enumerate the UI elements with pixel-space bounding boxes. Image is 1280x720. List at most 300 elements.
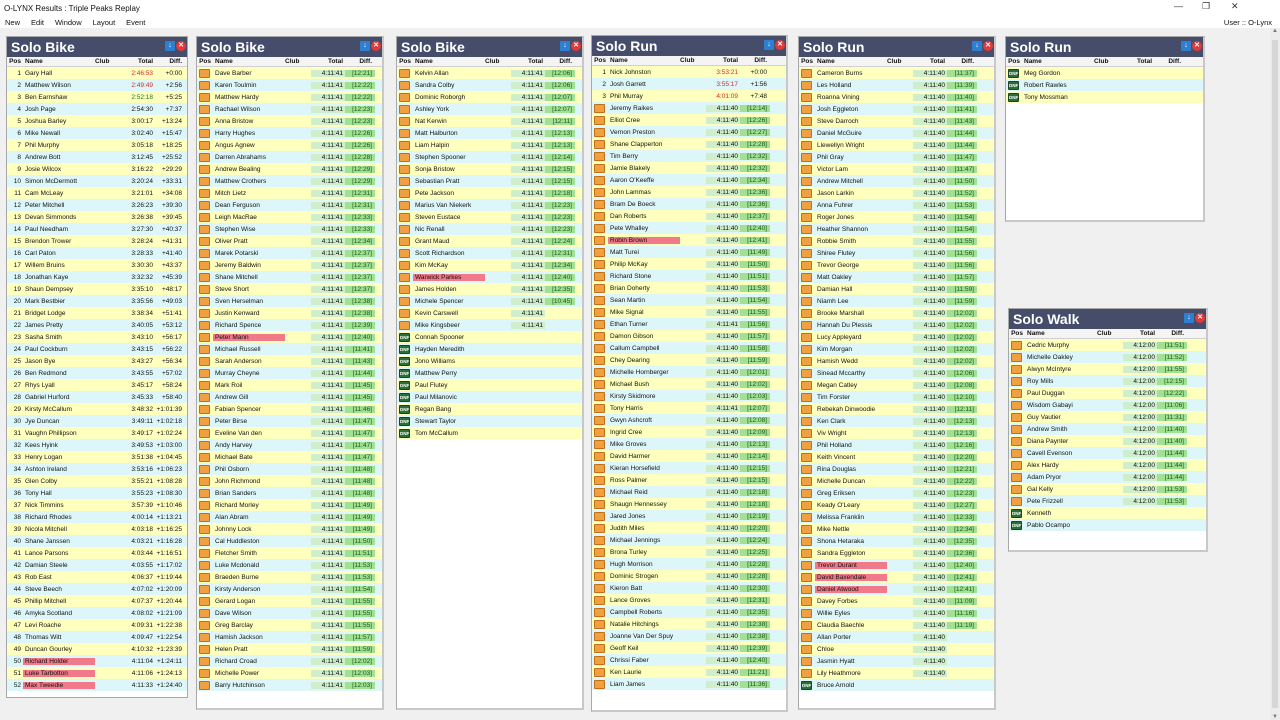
competitor-name[interactable]: Ken Laurie [610,668,642,676]
table-row[interactable] [592,462,786,474]
competitor-name[interactable]: Cavell Evenson [1027,449,1073,457]
table-row[interactable] [592,522,786,534]
column-header-club[interactable]: Club [95,58,110,65]
competitor-name[interactable]: Keith Vincent [817,453,856,461]
table-row[interactable] [7,223,187,235]
table-row[interactable] [799,487,994,499]
scroll-down-icon[interactable]: ▼ [1272,714,1278,720]
competitor-name[interactable]: Lucy Appleyard [817,333,862,341]
table-row[interactable] [7,139,187,151]
table-row[interactable] [7,403,187,415]
table-row[interactable] [592,390,786,402]
table-row[interactable] [397,79,582,91]
competitor-name[interactable]: Victor Lam [817,165,848,173]
competitor-name[interactable]: Andrew Bott [25,153,61,161]
competitor-name[interactable]: Mike Groves [610,440,647,448]
column-header-pos[interactable]: Pos [1008,58,1020,65]
table-row[interactable] [397,211,582,223]
table-row[interactable] [197,487,382,499]
download-arrow-icon[interactable]: ↓ [560,41,570,51]
competitor-name[interactable]: Willie Eyles [817,609,851,617]
table-row[interactable] [799,367,994,379]
table-row[interactable] [7,247,187,259]
table-row[interactable] [197,463,382,475]
competitor-name[interactable]: Dominic Strogen [610,572,659,580]
table-row[interactable] [7,439,187,451]
competitor-name[interactable]: Allan Porter [817,633,851,641]
competitor-name[interactable]: Paul Flutey [415,381,448,389]
competitor-name[interactable]: Dean Ferguson [215,201,260,209]
table-row[interactable] [397,283,582,295]
column-header-name[interactable]: Name [610,57,628,64]
competitor-name[interactable]: Shaun Dempsey [25,285,74,293]
column-header-club[interactable]: Club [285,58,300,65]
table-row[interactable] [1009,435,1206,447]
competitor-name[interactable]: Guy Vautier [1027,413,1061,421]
competitor-name[interactable]: Scott Richardson [415,249,465,257]
table-row[interactable] [592,66,786,78]
table-row[interactable] [799,175,994,187]
table-row[interactable] [592,330,786,342]
table-row[interactable] [592,474,786,486]
competitor-name[interactable]: Michael Jennings [610,536,661,544]
competitor-name[interactable]: Andrew Mitchell [817,177,863,185]
competitor-name[interactable]: Anna Bristow [215,117,254,125]
table-row[interactable] [197,331,382,343]
competitor-name[interactable]: Marius Van Niekerk [415,201,472,209]
table-row[interactable] [592,150,786,162]
competitor-name[interactable]: Cal Huddleston [215,537,260,545]
menu-layout[interactable]: Layout [92,17,116,27]
competitor-name[interactable]: Brian Sanders [215,489,257,497]
table-row[interactable] [397,391,582,403]
table-row[interactable] [197,667,382,679]
table-row[interactable] [799,463,994,475]
competitor-name[interactable]: Richard Spence [215,321,262,329]
close-window-icon[interactable]: ✕ [1231,1,1239,11]
competitor-name[interactable]: Wisdom Gabayi [1027,401,1073,409]
table-row[interactable] [7,559,187,571]
scrollbar-thumb[interactable] [1272,40,1278,708]
competitor-name[interactable]: Shiree Flutey [817,249,856,257]
competitor-name[interactable]: Luke Tarbotton [23,670,95,677]
table-row[interactable] [7,667,187,679]
competitor-name[interactable]: Ashton Ireland [25,465,67,473]
table-row[interactable] [197,247,382,259]
table-row[interactable] [592,294,786,306]
table-row[interactable] [197,355,382,367]
table-row[interactable] [197,511,382,523]
competitor-name[interactable]: Andrew Smith [1027,425,1068,433]
table-row[interactable] [592,78,786,90]
table-row[interactable] [592,402,786,414]
table-row[interactable] [1009,411,1206,423]
table-row[interactable] [197,427,382,439]
competitor-name[interactable]: Ben Redmond [25,369,67,377]
competitor-name[interactable]: Kim Morgan [817,345,853,353]
table-row[interactable] [7,67,187,79]
table-row[interactable] [799,643,994,655]
competitor-name[interactable]: Glen Colby [25,477,58,485]
table-row[interactable] [592,414,786,426]
competitor-name[interactable]: Gerard Logan [215,597,256,605]
table-row[interactable] [592,558,786,570]
competitor-name[interactable]: Melissa Franklin [817,513,864,521]
competitor-name[interactable]: Matt Halburton [415,129,458,137]
competitor-name[interactable]: Dave Barber [215,69,252,77]
competitor-name[interactable]: Matthew Wilson [25,81,71,89]
competitor-name[interactable]: Angus Agnew [215,141,255,149]
competitor-name[interactable]: Simon McDermott [25,177,78,185]
column-header-name[interactable]: Name [1027,330,1045,337]
table-row[interactable] [397,163,582,175]
download-arrow-icon[interactable]: ↓ [764,40,774,50]
competitor-name[interactable]: Niamh Lee [817,297,849,305]
competitor-name[interactable]: Lily Heathmore [817,669,861,677]
competitor-name[interactable]: Mitch Lietz [215,189,247,197]
competitor-name[interactable]: Michael Reid [610,488,648,496]
competitor-name[interactable]: Gary Hall [25,69,53,77]
competitor-name[interactable]: Nick Johnston [610,68,651,76]
table-row[interactable] [799,379,994,391]
competitor-name[interactable]: Greg Barclay [215,621,253,629]
table-row[interactable] [799,343,994,355]
competitor-name[interactable]: Matthew Perry [415,369,457,377]
competitor-name[interactable]: Cameron Burns [817,69,863,77]
table-row[interactable] [799,571,994,583]
competitor-name[interactable]: Barry Hutchinson [215,681,265,689]
table-row[interactable] [7,175,187,187]
table-row[interactable] [799,103,994,115]
competitor-name[interactable]: Nicola Mitchell [25,525,67,533]
competitor-name[interactable]: Michele Spencer [415,297,464,305]
table-row[interactable] [7,331,187,343]
competitor-name[interactable]: Diana Paynter [1027,437,1069,445]
competitor-name[interactable]: Sandra Colby [415,81,455,89]
competitor-name[interactable]: Jason Larkin [817,189,854,197]
competitor-name[interactable]: Pete Whalley [610,224,649,232]
competitor-name[interactable]: Les Holland [817,81,852,89]
competitor-name[interactable]: Gwyn Ashcroft [610,416,652,424]
competitor-name[interactable]: Pete Jackson [415,189,455,197]
table-row[interactable] [197,415,382,427]
table-row[interactable] [197,103,382,115]
table-row[interactable] [1009,447,1206,459]
competitor-name[interactable]: Jono Williams [415,357,456,365]
table-row[interactable] [197,91,382,103]
competitor-name[interactable]: Roy Mills [1027,377,1054,385]
vertical-scrollbar[interactable] [1270,28,1280,720]
competitor-name[interactable]: Darren Abrahams [215,153,266,161]
table-row[interactable] [592,114,786,126]
table-row[interactable] [592,222,786,234]
table-row[interactable] [7,511,187,523]
competitor-name[interactable]: Kelvin Allan [415,69,449,77]
table-row[interactable] [197,475,382,487]
table-row[interactable] [1009,363,1206,375]
table-row[interactable] [197,163,382,175]
competitor-name[interactable]: Michael Bush [610,380,650,388]
table-row[interactable] [799,403,994,415]
competitor-name[interactable]: Phil Gray [817,153,844,161]
competitor-name[interactable]: Robin Brown [608,237,680,244]
table-row[interactable] [397,427,582,439]
competitor-name[interactable]: Paul Milanovic [415,393,457,401]
table-row[interactable] [7,319,187,331]
table-row[interactable] [397,115,582,127]
competitor-name[interactable]: Cedric Murphy [1027,341,1070,349]
table-row[interactable] [197,607,382,619]
competitor-name[interactable]: Willem Bruins [25,261,65,269]
table-row[interactable] [799,319,994,331]
competitor-name[interactable]: Jasmin Hyatt [817,657,855,665]
table-row[interactable] [197,235,382,247]
table-row[interactable] [799,451,994,463]
competitor-name[interactable]: Alex Hardy [1027,461,1059,469]
competitor-name[interactable]: Sarah Anderson [215,357,262,365]
table-row[interactable] [799,523,994,535]
table-row[interactable] [799,91,994,103]
table-row[interactable] [397,319,582,331]
competitor-name[interactable]: Roanna Vining [817,93,860,101]
table-row[interactable] [7,571,187,583]
table-row[interactable] [7,427,187,439]
competitor-name[interactable]: Chey Dearing [610,356,650,364]
table-row[interactable] [592,138,786,150]
competitor-name[interactable]: Murray Cheyne [215,369,260,377]
competitor-name[interactable]: Shaugn Hennessey [610,500,667,508]
competitor-name[interactable]: Justin Kenward [215,309,260,317]
competitor-name[interactable]: Gabriel Hurford [25,393,70,401]
column-header-pos[interactable]: Pos [9,58,21,65]
table-row[interactable] [7,655,187,667]
competitor-name[interactable]: David Baxendale [815,574,887,581]
table-row[interactable] [799,595,994,607]
table-row[interactable] [592,438,786,450]
table-row[interactable] [397,307,582,319]
competitor-name[interactable]: Duncan Gourley [25,645,72,653]
competitor-name[interactable]: Fabian Spencer [215,405,261,413]
table-row[interactable] [197,151,382,163]
competitor-name[interactable]: Viv Wright [817,429,847,437]
competitor-name[interactable]: Steve Darroch [817,117,859,125]
competitor-name[interactable]: Peter Mitchell [25,201,65,209]
competitor-name[interactable]: Rhys Lyall [25,381,55,389]
competitor-name[interactable]: Liam Halpin [415,141,450,149]
table-row[interactable] [592,426,786,438]
table-row[interactable] [397,355,582,367]
competitor-name[interactable]: Grant Maud [415,237,450,245]
restore-icon[interactable]: ❐ [1202,1,1211,11]
competitor-name[interactable]: Levi Roache [25,621,62,629]
table-row[interactable] [799,295,994,307]
table-row[interactable] [592,258,786,270]
table-row[interactable] [197,367,382,379]
competitor-name[interactable]: Greg Eriksen [817,489,855,497]
table-row[interactable] [7,451,187,463]
competitor-name[interactable]: Judith Miles [610,524,645,532]
table-row[interactable] [592,630,786,642]
competitor-name[interactable]: Hugh Morrison [610,560,653,568]
competitor-name[interactable]: Natalie Hitchings [610,620,659,628]
competitor-name[interactable]: Mike Signal [610,308,644,316]
competitor-name[interactable]: Johnny Lock [215,525,252,533]
table-row[interactable] [7,151,187,163]
table-row[interactable] [1009,387,1206,399]
column-header-club[interactable]: Club [887,58,902,65]
table-row[interactable] [799,223,994,235]
competitor-name[interactable]: Harry Hughes [215,129,256,137]
table-row[interactable] [799,259,994,271]
column-header-pos[interactable]: Pos [594,57,606,64]
table-row[interactable] [197,631,382,643]
competitor-name[interactable]: John Richmond [215,477,261,485]
competitor-name[interactable]: Michelle Duncan [817,477,866,485]
table-row[interactable] [592,510,786,522]
competitor-name[interactable]: Heather Shannon [817,225,868,233]
table-row[interactable] [799,67,994,79]
table-row[interactable] [799,199,994,211]
competitor-name[interactable]: Aaron O'Keeffe [610,176,655,184]
table-row[interactable] [7,619,187,631]
competitor-name[interactable]: Alan Abram [215,513,249,521]
competitor-name[interactable]: Kieron Batt [610,584,643,592]
table-row[interactable] [1006,67,1203,79]
competitor-name[interactable]: Richard Holder [23,658,95,665]
table-row[interactable] [397,103,582,115]
competitor-name[interactable]: Damian Steele [25,561,68,569]
table-row[interactable] [1009,339,1206,351]
column-header-name[interactable]: Name [25,58,43,65]
competitor-name[interactable]: Thomas Witt [25,633,62,641]
table-row[interactable] [799,139,994,151]
table-row[interactable] [197,451,382,463]
competitor-name[interactable]: Josh Eggleton [817,105,859,113]
competitor-name[interactable]: Eveline Van den [215,429,262,437]
table-row[interactable] [7,679,187,691]
competitor-name[interactable]: Davey Forbes [817,597,858,605]
competitor-name[interactable]: Warwick Parkes [413,274,485,281]
competitor-name[interactable]: Phil Murphy [25,141,60,149]
competitor-name[interactable]: Anna Fuhrer [817,201,854,209]
column-header-total[interactable]: Total [929,58,945,65]
column-header-name[interactable]: Name [415,58,433,65]
table-row[interactable] [397,127,582,139]
competitor-name[interactable]: Carl Paton [25,249,56,257]
table-row[interactable] [197,139,382,151]
table-row[interactable] [1009,507,1206,519]
competitor-name[interactable]: Steve Short [215,285,249,293]
competitor-name[interactable]: Peter Mann [213,334,285,341]
competitor-name[interactable]: Max Tweedie [23,682,95,689]
table-row[interactable] [1009,399,1206,411]
competitor-name[interactable]: Phillip Mitchell [25,597,67,605]
competitor-name[interactable]: Stephen Spooner [415,153,466,161]
competitor-name[interactable]: Mark Bestbier [25,297,66,305]
table-row[interactable] [799,187,994,199]
table-row[interactable] [592,498,786,510]
table-row[interactable] [799,163,994,175]
competitor-name[interactable]: Llewellyn Wright [817,141,865,149]
table-row[interactable] [197,271,382,283]
table-row[interactable] [397,415,582,427]
table-row[interactable] [1009,495,1206,507]
competitor-name[interactable]: Matt Turei [610,248,639,256]
competitor-name[interactable]: Ken Clark [817,417,846,425]
competitor-name[interactable]: Tom McCallum [415,429,458,437]
table-row[interactable] [197,223,382,235]
competitor-name[interactable]: Shane Mitchell [215,273,258,281]
competitor-name[interactable]: Hannah Du Plessis [817,321,873,329]
table-row[interactable] [799,499,994,511]
table-row[interactable] [592,234,786,246]
table-row[interactable] [7,535,187,547]
competitor-name[interactable]: James Holden [415,285,457,293]
table-row[interactable] [592,642,786,654]
competitor-name[interactable]: Braeden Burne [215,573,259,581]
table-row[interactable] [592,306,786,318]
column-header-total[interactable]: Total [722,57,738,64]
table-row[interactable] [7,415,187,427]
table-row[interactable] [7,463,187,475]
table-row[interactable] [397,403,582,415]
competitor-name[interactable]: Paul Cockburn [25,345,68,353]
table-row[interactable] [7,343,187,355]
competitor-name[interactable]: Trevor George [817,261,860,269]
table-row[interactable] [197,259,382,271]
table-row[interactable] [7,283,187,295]
table-row[interactable] [197,67,382,79]
column-header-diff[interactable]: Diff. [1168,58,1181,65]
table-row[interactable] [592,90,786,102]
competitor-name[interactable]: Steven Eustace [415,213,461,221]
table-row[interactable] [197,679,382,691]
competitor-name[interactable]: Keady O'Leary [817,501,860,509]
table-row[interactable] [397,331,582,343]
competitor-name[interactable]: Shane Clapperton [610,140,663,148]
competitor-name[interactable]: Damon Gibson [610,332,654,340]
table-row[interactable] [197,115,382,127]
competitor-name[interactable]: Cam McLeay [25,189,64,197]
competitor-name[interactable]: Gal Kelly [1027,485,1054,493]
table-row[interactable] [592,582,786,594]
table-row[interactable] [799,271,994,283]
competitor-name[interactable]: Dan Roberts [610,212,647,220]
download-arrow-icon[interactable]: ↓ [972,41,982,51]
table-row[interactable] [1009,351,1206,363]
table-row[interactable] [197,199,382,211]
download-arrow-icon[interactable]: ↓ [360,41,370,51]
table-row[interactable] [592,354,786,366]
download-arrow-icon[interactable]: ↓ [165,41,175,51]
table-row[interactable] [799,667,994,679]
competitor-name[interactable]: Lance Parsons [25,549,69,557]
table-row[interactable] [7,295,187,307]
competitor-name[interactable]: Nic Renall [415,225,445,233]
table-row[interactable] [799,391,994,403]
competitor-name[interactable]: Mike Kingsbeer [415,321,460,329]
competitor-name[interactable]: Bram De Boeck [610,200,656,208]
column-header-total[interactable]: Total [1139,330,1155,337]
competitor-name[interactable]: Joshua Barley [25,117,67,125]
competitor-name[interactable]: Claudia Baechle [817,621,865,629]
competitor-name[interactable]: Paul Duggan [1027,389,1065,397]
competitor-name[interactable]: Kirsty Anderson [215,585,261,593]
download-arrow-icon[interactable]: ↓ [1184,313,1194,323]
table-row[interactable] [799,79,994,91]
table-row[interactable] [197,127,382,139]
competitor-name[interactable]: Rebekah Dinwoodie [817,405,876,413]
